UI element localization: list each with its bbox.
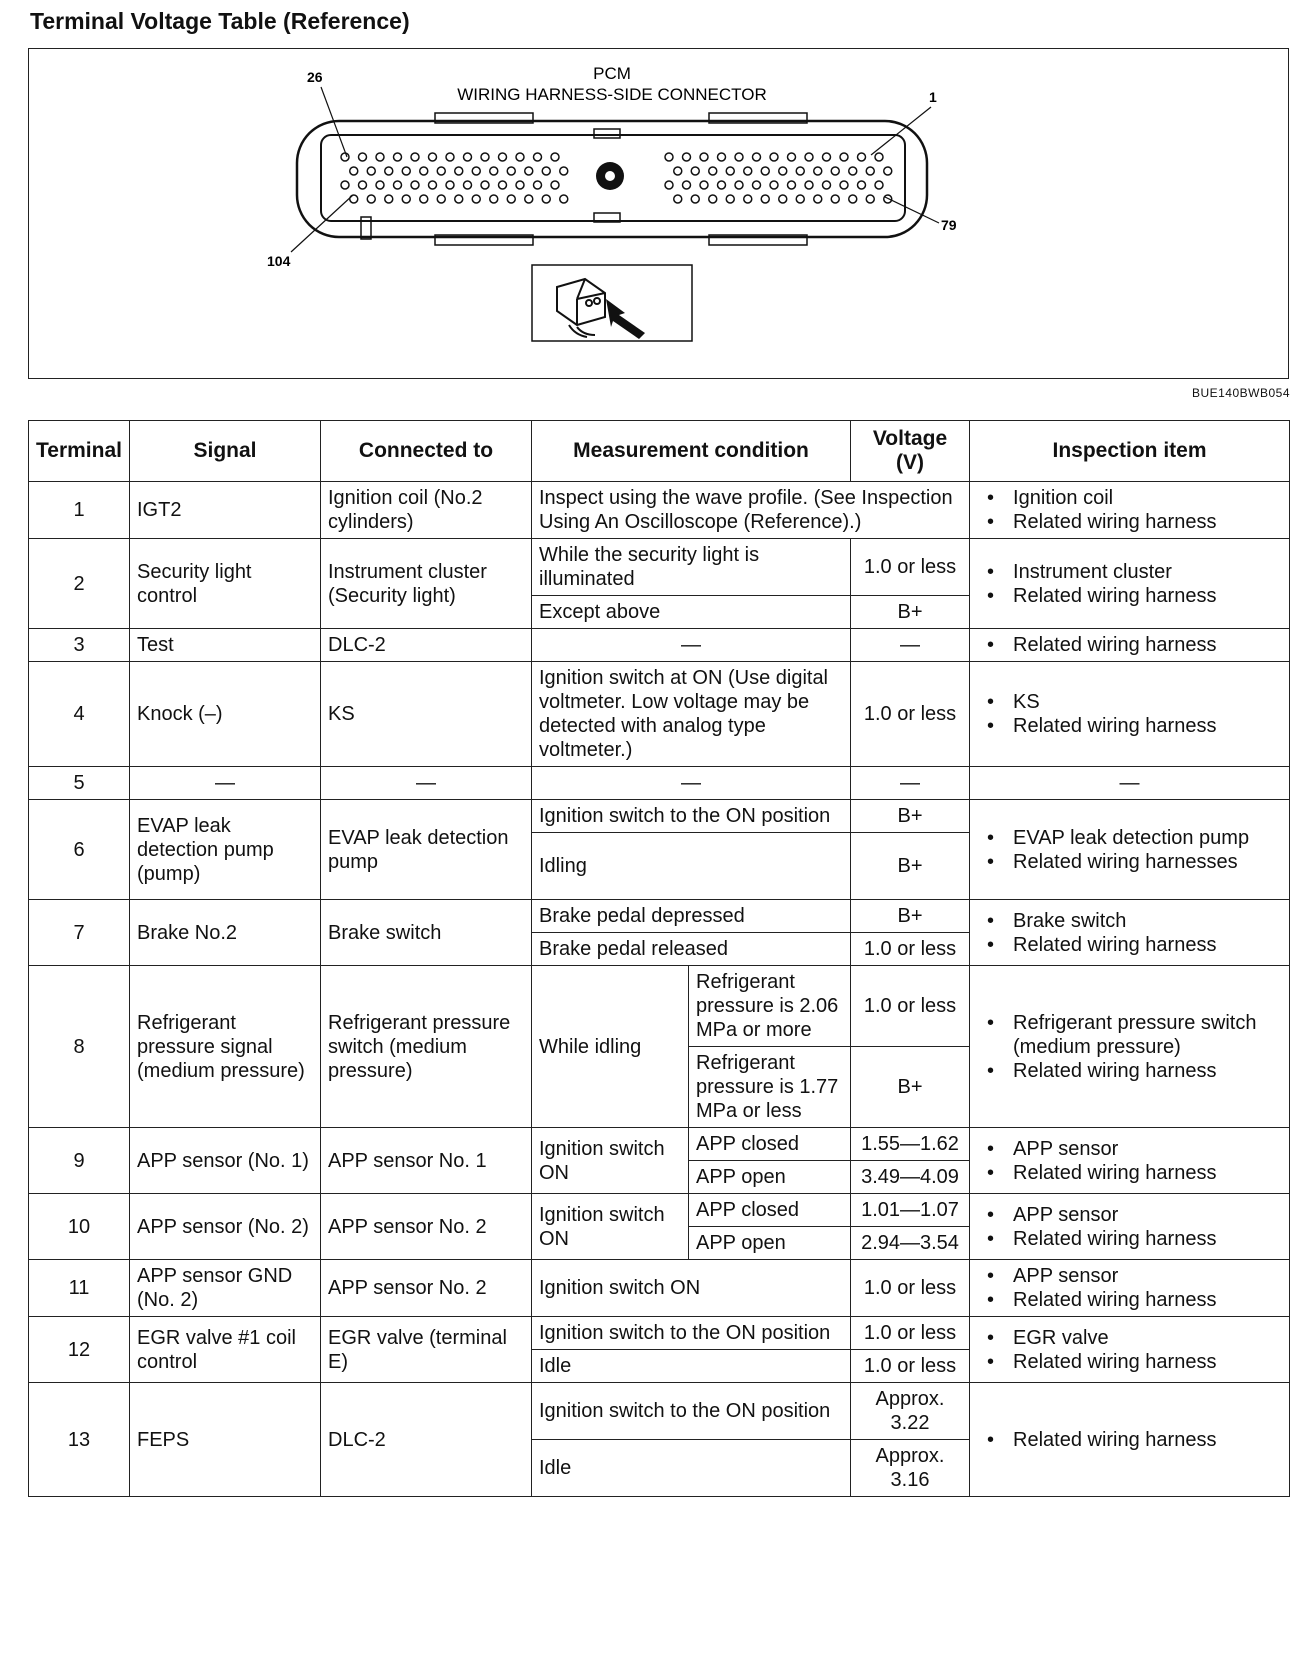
connector-pin xyxy=(849,167,857,175)
voltage-cell: Approx. 3.22 xyxy=(851,1383,970,1440)
connector-pin xyxy=(542,167,550,175)
terminal-cell: 8 xyxy=(29,966,130,1128)
pcm-connector-diagram xyxy=(29,49,1287,377)
voltage-cell: 2.94—3.54 xyxy=(851,1227,970,1260)
inspection-item: • Related wiring harness xyxy=(1013,1059,1282,1083)
header-inspection-item: Inspection item xyxy=(970,421,1290,482)
table-row xyxy=(29,800,1290,833)
signal-cell: APP sensor (No. 1) xyxy=(130,1128,321,1194)
condition-cell: Idle xyxy=(532,1350,851,1383)
connector-pin xyxy=(490,167,498,175)
connector-pin xyxy=(831,167,839,175)
connector-pin xyxy=(691,195,699,203)
connector-pin xyxy=(446,181,454,189)
signal-cell: EGR valve #1 coil control xyxy=(130,1317,321,1383)
inspection-item: • Related wiring harness xyxy=(1013,633,1282,657)
condition-cell: Refrigerant pressure is 2.06 MPa or more xyxy=(689,966,851,1047)
table-row xyxy=(29,966,1290,1047)
table-row xyxy=(29,1128,1290,1161)
header-signal: Signal xyxy=(130,421,321,482)
connector-pin xyxy=(761,195,769,203)
signal-cell: APP sensor (No. 2) xyxy=(130,1194,321,1260)
connector-pin xyxy=(394,153,402,161)
terminal-cell: 1 xyxy=(29,482,130,539)
connector-pin xyxy=(402,195,410,203)
inspection-cell xyxy=(970,1128,1290,1194)
table-row xyxy=(29,662,1290,767)
connector-pin xyxy=(726,195,734,203)
inspection-item: • Related wiring harness xyxy=(1013,1350,1282,1374)
connector-pin xyxy=(665,153,673,161)
connector-pin xyxy=(700,153,708,161)
connector-pin xyxy=(709,167,717,175)
condition-cell: Idle xyxy=(532,1440,851,1497)
voltage-cell: — xyxy=(851,767,970,800)
connector-pin xyxy=(831,195,839,203)
pin-label-26: 26 xyxy=(307,69,323,85)
connector-pin xyxy=(779,195,787,203)
pin-label-104: 104 xyxy=(267,253,291,269)
connector-pin xyxy=(718,153,726,161)
connected-cell: KS xyxy=(321,662,532,767)
measurement-cell: — xyxy=(532,767,851,800)
connector-pin xyxy=(420,167,428,175)
connected-cell: EGR valve (terminal E) xyxy=(321,1317,532,1383)
connector-pin xyxy=(796,167,804,175)
header-terminal: Terminal xyxy=(29,421,130,482)
signal-cell: Test xyxy=(130,629,321,662)
table-row xyxy=(29,1194,1290,1227)
connector-pin xyxy=(814,195,822,203)
connected-cell: — xyxy=(321,767,532,800)
connector-pin xyxy=(472,195,480,203)
voltage-cell: B+ xyxy=(851,1047,970,1128)
connector-pin xyxy=(744,195,752,203)
inspection-item: • Brake switch xyxy=(1013,909,1282,933)
inspection-cell xyxy=(970,629,1290,662)
connected-cell: APP sensor No. 2 xyxy=(321,1194,532,1260)
connector-pin xyxy=(735,181,743,189)
connector-pin xyxy=(525,167,533,175)
connector-pin xyxy=(866,195,874,203)
voltage-cell: 1.0 or less xyxy=(851,539,970,596)
measurement-cell: Inspect using the wave profile. (See Inspection Using An Oscilloscope (Reference).) xyxy=(532,482,970,539)
voltage-cell: 1.0 or less xyxy=(851,1350,970,1383)
connector-pin xyxy=(341,181,349,189)
voltage-cell: 1.0 or less xyxy=(851,933,970,966)
connector-pin xyxy=(525,195,533,203)
terminal-cell: 11 xyxy=(29,1260,130,1317)
connector-pin xyxy=(367,167,375,175)
inspection-item: • Related wiring harness xyxy=(1013,1428,1282,1452)
pin-grid-left xyxy=(341,153,568,203)
connected-cell: DLC-2 xyxy=(321,1383,532,1497)
signal-cell: Brake No.2 xyxy=(130,900,321,966)
inspection-item: • Related wiring harness xyxy=(1013,1161,1282,1185)
center-bolt-icon xyxy=(596,162,624,190)
connector-pin xyxy=(761,167,769,175)
condition-cell: While the security light is illuminated xyxy=(532,539,851,596)
connected-cell: Instrument cluster (Security light) xyxy=(321,539,532,629)
connector-pin xyxy=(437,195,445,203)
connector-pin xyxy=(507,167,515,175)
inspection-item: • EGR valve xyxy=(1013,1326,1282,1350)
connector-pin xyxy=(359,181,367,189)
voltage-cell: B+ xyxy=(851,596,970,629)
terminal-cell: 6 xyxy=(29,800,130,900)
voltage-cell: 1.0 or less xyxy=(851,966,970,1047)
connector-pin xyxy=(402,167,410,175)
condition-cell: APP open xyxy=(689,1227,851,1260)
condition-cell: Ignition switch to the ON position xyxy=(532,1383,851,1440)
main-condition-cell: Ignition switch ON xyxy=(532,1128,689,1194)
main-condition-cell: While idling xyxy=(532,966,689,1128)
terminal-cell: 4 xyxy=(29,662,130,767)
inspection-cell xyxy=(970,800,1290,900)
connector-pin xyxy=(700,181,708,189)
connector-pin xyxy=(411,153,419,161)
table-row xyxy=(29,767,1290,800)
connector-pin xyxy=(350,167,358,175)
inspection-cell xyxy=(970,900,1290,966)
connector-pin xyxy=(779,167,787,175)
connected-cell: EVAP leak detection pump xyxy=(321,800,532,900)
header-connected-to: Connected to xyxy=(321,421,532,482)
connector-pin xyxy=(429,153,437,161)
inspection-item: • Related wiring harness xyxy=(1013,510,1282,534)
inspection-item: • Ignition coil xyxy=(1013,486,1282,510)
table-row xyxy=(29,1383,1290,1440)
connector-pin xyxy=(674,195,682,203)
connector-pin xyxy=(385,167,393,175)
inspection-cell: — xyxy=(970,767,1290,800)
connector-pin xyxy=(481,153,489,161)
probe-inset xyxy=(532,265,692,341)
voltage-cell: 3.49—4.09 xyxy=(851,1161,970,1194)
condition-cell: Idling xyxy=(532,833,851,900)
table-row xyxy=(29,900,1290,933)
condition-cell: APP closed xyxy=(689,1128,851,1161)
condition-cell: Ignition switch to the ON position xyxy=(532,1317,851,1350)
connector-pin xyxy=(840,181,848,189)
connector-pin xyxy=(455,167,463,175)
connected-cell: Brake switch xyxy=(321,900,532,966)
voltage-cell: B+ xyxy=(851,800,970,833)
terminal-voltage-table xyxy=(28,420,1290,1497)
inspection-item: • APP sensor xyxy=(1013,1203,1282,1227)
connected-cell: Ignition coil (No.2 cylinders) xyxy=(321,482,532,539)
connector-pin xyxy=(551,181,559,189)
connector-pin xyxy=(420,195,428,203)
voltage-cell: 1.01—1.07 xyxy=(851,1194,970,1227)
inspection-item: • EVAP leak detection pump xyxy=(1013,826,1282,850)
signal-cell: IGT2 xyxy=(130,482,321,539)
connector-pin xyxy=(551,153,559,161)
header-voltage: Voltage (V) xyxy=(851,421,970,482)
condition-cell: Brake pedal released xyxy=(532,933,851,966)
connector-pin xyxy=(753,181,761,189)
inspection-cell xyxy=(970,1260,1290,1317)
inspection-cell xyxy=(970,539,1290,629)
inspection-cell xyxy=(970,1194,1290,1260)
terminal-cell: 10 xyxy=(29,1194,130,1260)
connector-pin xyxy=(665,181,673,189)
connector-pin xyxy=(884,167,892,175)
voltage-cell: — xyxy=(851,629,970,662)
connector-pin xyxy=(718,181,726,189)
connector-pin xyxy=(446,153,454,161)
connector-pin xyxy=(455,195,463,203)
header-measurement-condition: Measurement condition xyxy=(532,421,851,482)
voltage-cell: B+ xyxy=(851,833,970,900)
connector-title-line1: PCM xyxy=(593,64,631,83)
condition-cell: APP open xyxy=(689,1161,851,1194)
connector-pin xyxy=(560,167,568,175)
signal-cell: Knock (–) xyxy=(130,662,321,767)
terminal-cell: 3 xyxy=(29,629,130,662)
inspection-item: • Related wiring harness xyxy=(1013,1227,1282,1251)
terminal-cell: 9 xyxy=(29,1128,130,1194)
connector-pin xyxy=(788,153,796,161)
connector-pin xyxy=(796,195,804,203)
inspection-item: • Related wiring harness xyxy=(1013,933,1282,957)
connector-pin xyxy=(866,167,874,175)
page-title: Terminal Voltage Table (Reference) xyxy=(30,8,410,34)
measurement-cell: — xyxy=(532,629,851,662)
connected-cell: APP sensor No. 2 xyxy=(321,1260,532,1317)
measurement-cell: Ignition switch at ON (Use digital voltmeter. Low voltage may be detected with analog type voltmeter.) xyxy=(532,662,851,767)
connector-pin xyxy=(542,195,550,203)
connector-pin xyxy=(805,181,813,189)
signal-cell: Security light control xyxy=(130,539,321,629)
table-row xyxy=(29,1260,1290,1317)
condition-cell: Except above xyxy=(532,596,851,629)
connector-pin xyxy=(683,181,691,189)
connector-pin xyxy=(385,195,393,203)
inspection-item: • APP sensor xyxy=(1013,1137,1282,1161)
connector-pin xyxy=(709,195,717,203)
table-row xyxy=(29,482,1290,539)
main-condition-cell: Ignition switch ON xyxy=(532,1194,689,1260)
connector-pin xyxy=(464,153,472,161)
connector-pin xyxy=(437,167,445,175)
connector-pin xyxy=(840,153,848,161)
inspection-cell xyxy=(970,482,1290,539)
inspection-item: • Refrigerant pressure switch (medium pressure) xyxy=(1013,1011,1282,1059)
connector-pin xyxy=(735,153,743,161)
connector-pin xyxy=(499,153,507,161)
connector-pin xyxy=(683,153,691,161)
connector-pin xyxy=(560,195,568,203)
pin-label-79: 79 xyxy=(941,217,957,233)
voltage-cell: 1.0 or less xyxy=(851,662,970,767)
inspection-item: • APP sensor xyxy=(1013,1264,1282,1288)
connector-pin xyxy=(499,181,507,189)
voltage-cell: Approx. 3.16 xyxy=(851,1440,970,1497)
connector-pin xyxy=(464,181,472,189)
connector-pin xyxy=(376,153,384,161)
connector-pin xyxy=(858,181,866,189)
pin-label-1: 1 xyxy=(929,89,937,105)
connector-pin xyxy=(884,195,892,203)
connector-pin xyxy=(726,167,734,175)
connected-cell: DLC-2 xyxy=(321,629,532,662)
terminal-cell: 13 xyxy=(29,1383,130,1497)
terminal-cell: 12 xyxy=(29,1317,130,1383)
measurement-cell: Ignition switch ON xyxy=(532,1260,851,1317)
connector-pin xyxy=(429,181,437,189)
inspection-cell xyxy=(970,662,1290,767)
connector-pin xyxy=(875,153,883,161)
voltage-cell: 1.0 or less xyxy=(851,1260,970,1317)
condition-cell: Refrigerant pressure is 1.77 MPa or less xyxy=(689,1047,851,1128)
signal-cell: FEPS xyxy=(130,1383,321,1497)
pin-grid-right xyxy=(665,153,892,203)
connector-pin xyxy=(411,181,419,189)
inspection-cell xyxy=(970,1383,1290,1497)
connector-figure xyxy=(28,48,1289,379)
connector-pin xyxy=(849,195,857,203)
connector-pin xyxy=(376,181,384,189)
connector-title-line2: WIRING HARNESS-SIDE CONNECTOR xyxy=(457,85,767,104)
connector-pin xyxy=(744,167,752,175)
connector-pin xyxy=(516,181,524,189)
condition-cell: APP closed xyxy=(689,1194,851,1227)
connector-pin xyxy=(691,167,699,175)
figure-code: BUE140BWB054 xyxy=(1191,386,1290,400)
connector-pin xyxy=(858,153,866,161)
connector-pin xyxy=(359,153,367,161)
table-row xyxy=(29,539,1290,596)
signal-cell: Refrigerant pressure signal (medium pressure) xyxy=(130,966,321,1128)
connector-pin xyxy=(472,167,480,175)
connector-pin xyxy=(770,181,778,189)
connector-pin xyxy=(823,153,831,161)
connector-pin xyxy=(534,153,542,161)
connected-cell: Refrigerant pressure switch (medium pressure) xyxy=(321,966,532,1128)
inspection-cell xyxy=(970,966,1290,1128)
connector-pin xyxy=(341,153,349,161)
terminal-cell: 7 xyxy=(29,900,130,966)
connector-pin xyxy=(814,167,822,175)
connector-pin xyxy=(490,195,498,203)
connected-cell: APP sensor No. 1 xyxy=(321,1128,532,1194)
inspection-item: • Instrument cluster xyxy=(1013,560,1282,584)
condition-cell: Brake pedal depressed xyxy=(532,900,851,933)
table-row xyxy=(29,629,1290,662)
inspection-item: • KS xyxy=(1013,690,1282,714)
condition-cell: Ignition switch to the ON position xyxy=(532,800,851,833)
connector-pin xyxy=(788,181,796,189)
connector-pin xyxy=(534,181,542,189)
inspection-item: • Related wiring harness xyxy=(1013,584,1282,608)
connector-pin xyxy=(674,167,682,175)
table-header-row xyxy=(29,421,1290,482)
voltage-cell: 1.55—1.62 xyxy=(851,1128,970,1161)
connector-pin xyxy=(823,181,831,189)
signal-cell: EVAP leak detection pump (pump) xyxy=(130,800,321,900)
voltage-cell: B+ xyxy=(851,900,970,933)
terminal-cell: 5 xyxy=(29,767,130,800)
terminal-cell: 2 xyxy=(29,539,130,629)
connector-pin xyxy=(481,181,489,189)
inspection-item: • Related wiring harness xyxy=(1013,1288,1282,1312)
table-row xyxy=(29,1317,1290,1350)
connector-pin xyxy=(770,153,778,161)
signal-cell: APP sensor GND (No. 2) xyxy=(130,1260,321,1317)
connector-pin xyxy=(367,195,375,203)
connector-pin xyxy=(394,181,402,189)
inspection-item: • Related wiring harnesses xyxy=(1013,850,1282,874)
inspection-item: • Related wiring harness xyxy=(1013,714,1282,738)
inspection-cell xyxy=(970,1317,1290,1383)
connector-pin xyxy=(875,181,883,189)
connector-pin xyxy=(805,153,813,161)
connector-pin xyxy=(516,153,524,161)
connector-pin xyxy=(507,195,515,203)
connector-pin xyxy=(753,153,761,161)
voltage-cell: 1.0 or less xyxy=(851,1317,970,1350)
signal-cell: — xyxy=(130,767,321,800)
